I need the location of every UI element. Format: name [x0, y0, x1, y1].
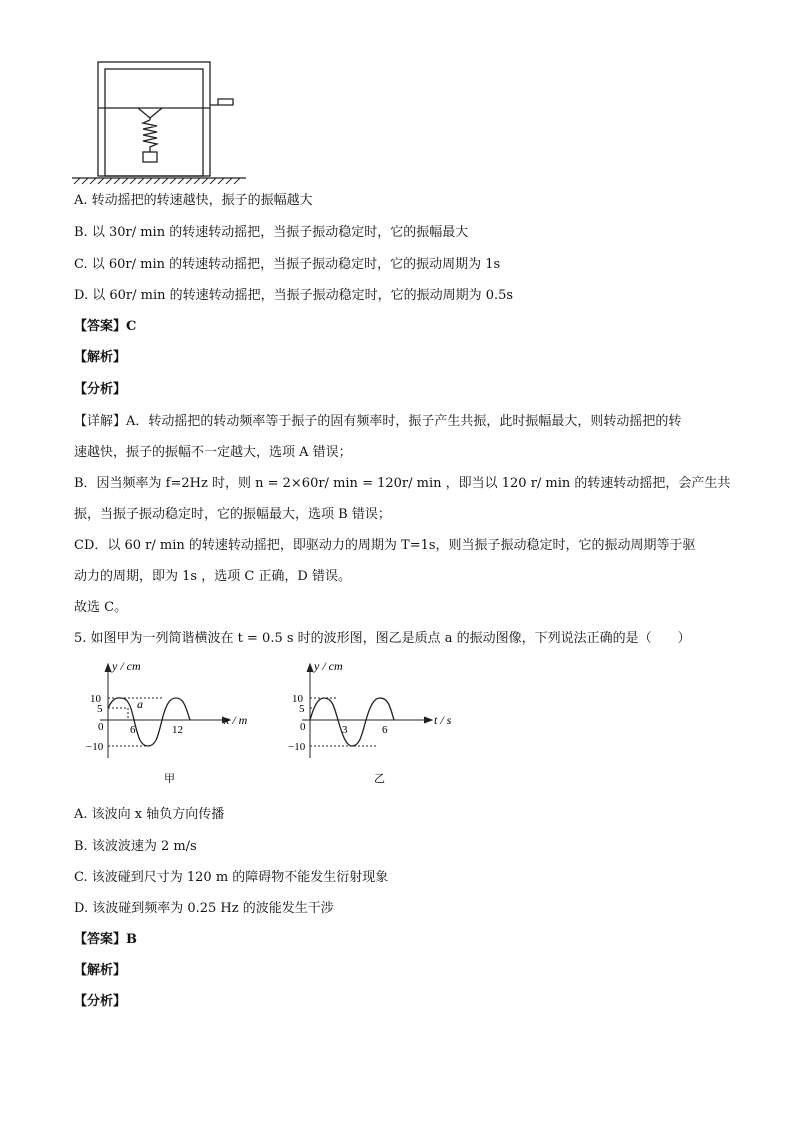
yi-ytick-neg10: −10	[288, 741, 306, 753]
q4-detail-7: 故选 C。	[74, 600, 128, 615]
q5-option-c: C. 该波碰到尺寸为 120 m 的障碍物不能发生衍射现象	[74, 870, 389, 885]
q4-detail-1: 【详解】A．转动摇把的转动频率等于振子的固有频率时，振子产生共振，此时振幅最大，则转动摇把的转	[74, 414, 682, 429]
jia-xtick-6: 6	[130, 724, 136, 736]
jia-caption: 甲	[164, 773, 175, 785]
q5-option-d: D. 该波碰到频率为 0.25 Hz 的波能发生干涉	[74, 901, 334, 916]
yi-xtick-6: 6	[382, 724, 388, 736]
resonance-apparatus-figure	[70, 58, 250, 186]
q4-option-d: D. 以 60r/ min 的转速转动摇把，当振子振动稳定时，它的振动周期为 0.5s	[74, 288, 514, 303]
q4-detail-2: 速越快，振子的振幅不一定越大，选项 A 错误；	[74, 445, 352, 460]
jia-point-a: a	[137, 697, 143, 711]
q4-jiexi: 【解析】	[74, 350, 127, 365]
jia-ytick-5: 5	[97, 703, 103, 715]
jia-ytick-10: 10	[90, 693, 101, 705]
q4-detail-6: 动力的周期，即为 1s ，选项 C 正确，D 错误。	[74, 569, 351, 584]
wave-graph-jia	[84, 660, 264, 788]
q4-detail-4: 振，当振子振动稳定时，它的振幅最大，选项 B 错误；	[74, 507, 391, 522]
q4-answer: 【答案】C	[74, 319, 137, 334]
yi-xlabel: t / s	[434, 713, 452, 727]
q4-fenxi: 【分析】	[74, 382, 127, 397]
jia-ytick-0: 0	[98, 721, 104, 733]
q4-option-c: C. 以 60r/ min 的转速转动摇把，当振子振动稳定时，它的振动周期为 1s	[74, 257, 501, 272]
yi-ytick-5: 5	[299, 703, 305, 715]
jia-xlabel: x / m	[224, 713, 248, 727]
vibration-graph-yi	[286, 660, 466, 788]
q5-answer: 【答案】B	[74, 932, 137, 947]
q4-detail-5: CD．以 60 r/ min 的转速转动摇把，即驱动力的周期为 T=1s，则当振子振动稳定时，它的振动周期等于驱	[74, 538, 696, 553]
q4-detail-3: B．因当频率为 f=2Hz 时，则 n = 2×60r/ min = 120r/ min ，即当以 120 r/ min 的转速转动摇把，会产生共	[74, 476, 731, 491]
yi-xtick-3: 3	[342, 724, 348, 736]
q5-fenxi: 【分析】	[74, 994, 127, 1009]
q4-option-b: B. 以 30r/ min 的转速转动摇把，当振子振动稳定时，它的振幅最大	[74, 225, 469, 240]
jia-ytick-neg10: −10	[86, 741, 104, 753]
yi-caption: 乙	[374, 773, 385, 785]
yi-ytick-0: 0	[300, 721, 306, 733]
q4-option-a: A. 转动摇把的转速越快，振子的振幅越大	[74, 193, 313, 208]
jia-xtick-12: 12	[172, 724, 183, 736]
yi-ytick-10: 10	[292, 693, 303, 705]
q5-option-b: B. 该波波速为 2 m/s	[74, 839, 197, 854]
q5-option-a: A. 该波向 x 轴负方向传播	[74, 807, 225, 822]
yi-ylabel: y / cm	[314, 660, 343, 673]
q5-stem: 5. 如图甲为一列简谐横波在 t = 0.5 s 时的波形图，图乙是质点 a 的振动图像，下列说法正确的是（ ）	[74, 631, 691, 646]
jia-ylabel: y / cm	[112, 660, 141, 673]
q5-jiexi: 【解析】	[74, 963, 127, 978]
